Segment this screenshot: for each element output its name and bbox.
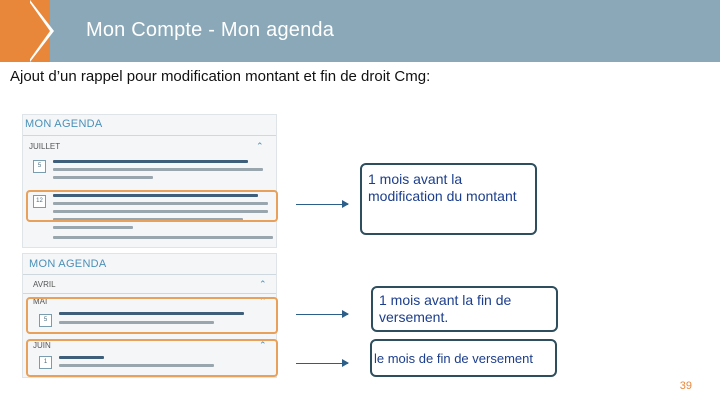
divider (23, 135, 276, 136)
calendar-icon: 5 (33, 160, 46, 173)
highlight-box (26, 339, 278, 377)
calendar-icon: 5 (39, 314, 52, 327)
chevron-up-icon[interactable]: ⌃ (259, 340, 267, 350)
callout-mois-fin: le mois de fin de versement (370, 339, 557, 377)
panel-title: MON AGENDA (25, 118, 103, 130)
chevron-up-icon[interactable]: ⌃ (259, 296, 267, 306)
entry-text (53, 236, 273, 239)
highlight-box (26, 190, 278, 222)
month-label: AVRIL (33, 280, 56, 289)
page-number: 39 (679, 380, 692, 392)
arrow-right-icon (296, 314, 348, 315)
callout-modification: 1 mois avant la modification du montant (360, 163, 537, 235)
subtitle: Ajout d’un rappel pour modification montant et fin de droit Cmg: (10, 68, 431, 85)
header-bar (0, 0, 720, 62)
chevron-up-icon[interactable]: ⌃ (259, 279, 267, 289)
calendar-icon: 12 (33, 195, 46, 208)
chevron-up-icon[interactable]: ⌃ (256, 141, 264, 151)
callout-fin-versement: 1 mois avant la fin de versement. (371, 286, 558, 332)
month-label: JUIN (33, 341, 51, 350)
page-title: Mon Compte - Mon agenda (86, 19, 335, 41)
agenda-panel-top (22, 114, 277, 248)
month-label: MAI (33, 297, 48, 306)
entry-text (53, 160, 248, 163)
month-label: JUILLET (29, 142, 61, 151)
header-chevron-fill (28, 0, 50, 62)
entry-text (53, 168, 263, 171)
highlight-box (26, 297, 278, 334)
entry-text (53, 226, 133, 229)
entry-text (53, 176, 153, 179)
divider (23, 274, 276, 275)
calendar-icon: 1 (39, 356, 52, 369)
arrow-right-icon (296, 363, 348, 364)
arrow-right-icon (296, 204, 348, 205)
divider (23, 293, 276, 294)
panel-title: MON AGENDA (29, 258, 107, 270)
